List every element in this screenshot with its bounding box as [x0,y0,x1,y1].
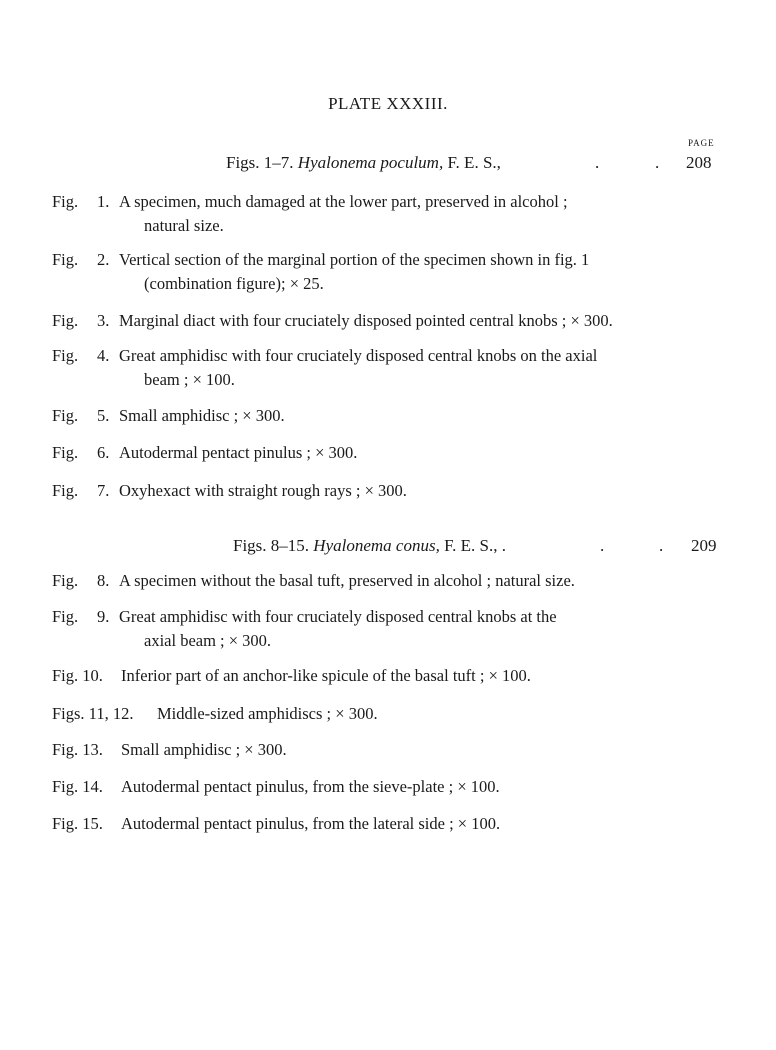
figure-number: 1. [97,192,110,211]
figure-caption: Small amphidisc ; × 300. [119,406,285,425]
leader-dot: . [600,536,605,555]
figure-number: 6. [97,443,110,462]
figure-number: 8. [97,571,110,590]
figure-caption: Great amphidisc with four cruciately disposed central knobs at the [119,607,557,626]
figure-caption: Inferior part of an anchor-like spicule of the basal tuft ; × 100. [121,666,531,685]
figure-caption: Oxyhexact with straight rough rays ; × 300. [119,481,407,500]
section-heading [226,153,501,173]
figure-label: Fig. [52,250,79,269]
figure-caption: Autodermal pentact pinulus, from the lateral side ; × 100. [121,814,501,833]
figure-caption-continuation: natural size. [144,216,224,235]
figure-caption: A specimen, much damaged at the lower part, preserved in alcohol ; [119,192,568,211]
figure-caption: Middle-sized amphidiscs ; × 300. [157,704,378,723]
figure-label: Fig. [52,481,79,500]
figure-label: Figs. 11, 12. [52,704,134,723]
figure-label: Fig. [52,607,79,626]
figure-label: Fig. [52,346,79,365]
figure-number: 7. [97,481,110,500]
figure-caption: A specimen without the basal tuft, preserved in alcohol ; natural size. [119,571,575,590]
figure-caption: Autodermal pentact pinulus, from the sieve-plate ; × 100. [121,777,500,796]
figure-caption: Small amphidisc ; × 300. [121,740,287,759]
figure-caption: Vertical section of the marginal portion of the specimen shown in fig. 1 [119,250,590,269]
page-column-heading: PAGE [688,138,715,148]
figure-number: 4. [97,346,110,365]
figure-label: Fig. 13. [52,740,103,759]
leader-dot: . [595,153,600,172]
plate-title: PLATE XXXIII. [328,94,448,113]
leader-dot: . [655,153,660,172]
figure-number: 9. [97,607,110,626]
section-prefix: Figs. 1–7. [226,153,294,172]
figure-caption-continuation: (combination figure); × 25. [144,274,324,293]
figure-caption-continuation: axial beam ; × 300. [144,631,272,650]
section-prefix: Figs. 8–15. [233,536,310,555]
figure-caption: Autodermal pentact pinulus ; × 300. [119,443,358,462]
species-authority: F. E. S., [447,153,501,172]
figure-label: Fig. 14. [52,777,103,796]
species-authority: F. E. S., . [444,536,507,555]
leader-dot: . [659,536,664,555]
figure-label: Fig. [52,192,79,211]
figure-label: Fig. [52,311,79,330]
figure-label: Fig. [52,571,79,590]
species-name: Hyalonema poculum, [297,153,444,172]
figure-caption: Marginal diact with four cruciately disposed pointed central knobs ; × 300. [119,311,613,330]
figure-number: 3. [97,311,110,330]
figure-number: 2. [97,250,110,269]
figure-label: Fig. 10. [52,666,103,685]
section-heading [233,536,506,556]
figure-caption-continuation: beam ; × 100. [144,370,235,389]
section-page-number: 208 [686,153,712,172]
species-name: Hyalonema conus, [313,536,440,555]
figure-number: 5. [97,406,110,425]
section-page-number: 209 [691,536,717,555]
figure-label: Fig. [52,443,79,462]
figure-caption: Great amphidisc with four cruciately disposed central knobs on the axial [119,346,598,365]
figure-label: Fig. [52,406,79,425]
figure-label: Fig. 15. [52,814,103,833]
